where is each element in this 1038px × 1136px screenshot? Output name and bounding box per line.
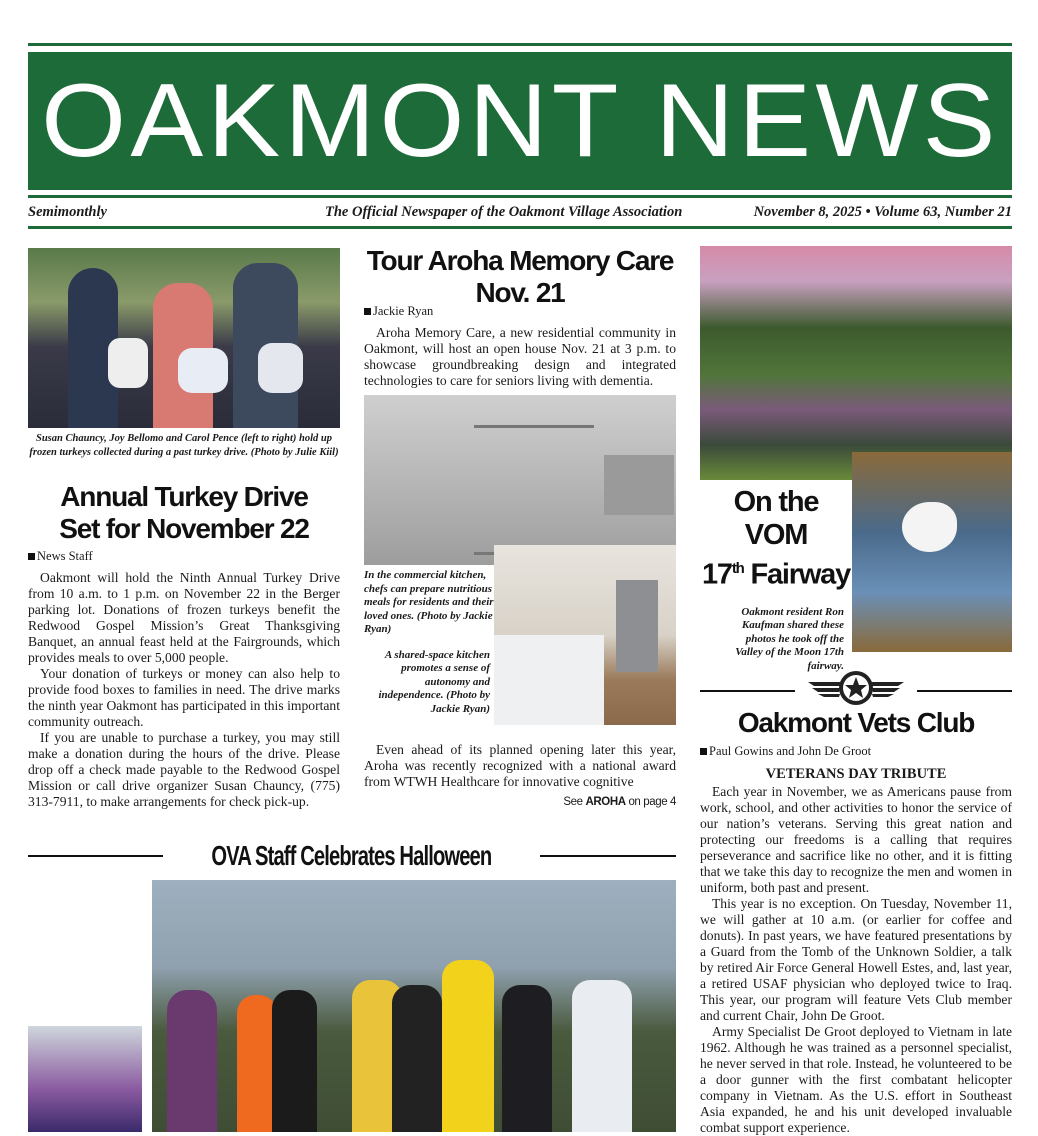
tagline-rule bbox=[28, 226, 1012, 229]
jump-suffix: on page 4 bbox=[628, 796, 676, 808]
section-rule bbox=[28, 855, 163, 857]
aroha-intro bbox=[364, 325, 676, 389]
headline-sup: th bbox=[731, 560, 744, 577]
headline-line: Annual Turkey Drive bbox=[60, 481, 308, 512]
headline-line bbox=[700, 552, 852, 592]
headline-number: 17 bbox=[701, 558, 732, 591]
section-rule bbox=[917, 690, 1012, 692]
headline-word: Fairway bbox=[750, 558, 851, 591]
vom-text-box bbox=[700, 480, 852, 672]
headline-line: Nov. 21 bbox=[475, 277, 565, 308]
masthead bbox=[28, 52, 1012, 190]
aroha-jump-link[interactable] bbox=[563, 796, 676, 808]
headline-line: Set for November 22 bbox=[59, 513, 309, 544]
turkey-article bbox=[28, 570, 340, 810]
headline-line: On the VOM bbox=[733, 486, 819, 551]
turkey-drive-photo bbox=[28, 248, 340, 428]
vom-headline bbox=[700, 486, 852, 592]
commercial-kitchen-caption: In the commercial kitchen, chefs can prepare nutritious meals for residents and their loved ones. (Photo by Jackie Ryan) bbox=[364, 569, 494, 635]
paragraph: This year is no exception. On Tuesday, November 11, we will gather at 10 a.m. (or earlier for coffee and donuts). In past years, we have featured presentations by a Guard from the Tomb of the Unknown Soldier, a talk by retired Air Force General Howell Estes, and, last year, a retired USAF physician who deployed twice to Iraq. This year, our program will feature Vets Club member and current Chair, John De Groot. bbox=[700, 896, 1012, 1023]
halloween-headline-text: OVA Staff Celebrates Halloween bbox=[211, 840, 491, 871]
paragraph: Oakmont will hold the Ninth Annual Turkey Drive from 10 a.m. to 1 p.m. on November 22 in the Berger parking lot. Donations of frozen turkeys benefit the Redwood Gospel Mission’s Great Thanksgiving Banquet, an annual feast held at the Fairgrounds, which provides meals to over 5,000 people. bbox=[28, 570, 340, 665]
vets-article bbox=[700, 784, 1012, 1136]
turkey-photo-caption: Susan Chauncy, Joy Bellomo and Carol Pence (left to right) hold up frozen turkeys collected during a past turkey drive. (Photo by Julie Kiil) bbox=[29, 433, 339, 458]
vets-headline: Oakmont Vets Club bbox=[737, 707, 975, 738]
turkey-byline: News Staff bbox=[28, 549, 93, 564]
shared-kitchen-caption: A shared-space kitchen promotes a sense of autonomy and independence. (Photo by Jackie Ryan) bbox=[378, 648, 490, 715]
top-rule bbox=[28, 43, 1012, 46]
vom-caption: Oakmont resident Ron Kaufman shared these photos he took off the Valley of the Moon 17th fairway. bbox=[735, 605, 844, 672]
paragraph: Your donation of turkeys or money can also help to provide food boxes to families in need. The drive marks the ninth year Oakmont has participated in this important community outreach. bbox=[28, 666, 340, 729]
vets-byline: Paul Gowins and John De Groot bbox=[700, 744, 871, 759]
jump-prefix: See bbox=[563, 796, 583, 808]
aroha-byline: Jackie Ryan bbox=[364, 304, 433, 319]
winged-star-icon bbox=[806, 668, 906, 708]
paragraph: Even ahead of its planned opening later this year, Aroha was recently recognized with a national award from WTWH Healthcare for innovative cognitive bbox=[364, 742, 676, 789]
masthead-rule bbox=[28, 195, 1012, 198]
butterfly-costume-photo bbox=[28, 1026, 142, 1132]
tagline: The Official Newspaper of the Oakmont Village Association bbox=[325, 204, 683, 220]
paragraph: Army Specialist De Groot deployed to Vietnam in late 1962. Although he was trained as a personnel specialist, he never served in that role. Instead, he volunteered to be a door gunner with the first combatant helicopter company in Vietnam. As the U.S. effort in Southeast Asia expanded, he and his unit developed invaluable combat support experience. bbox=[700, 1024, 1012, 1135]
shared-kitchen-photo bbox=[494, 545, 676, 725]
halloween-group-photo bbox=[152, 880, 676, 1132]
section-rule bbox=[540, 855, 676, 857]
turkey-headline bbox=[28, 481, 340, 545]
fairway-landscape-photo bbox=[700, 246, 1012, 480]
frequency: Semimonthly bbox=[28, 204, 107, 220]
aroha-headline bbox=[364, 245, 676, 309]
issue-info: November 8, 2025 • Volume 63, Number 21 bbox=[753, 204, 1012, 220]
paragraph: Aroha Memory Care, a new residential community in Oakmont, will host an open house Nov. 21 at 3 p.m. to showcase groundbreaking design and integrated technologies to care for seniors living with dementia. bbox=[364, 325, 676, 388]
aroha-body bbox=[364, 742, 676, 790]
paragraph: Each year in November, we as Americans pause from work, school, and other activities to honor the service of our nation’s veterans. Serving this great nation and protecting our freedoms is a calling that requires perseverance and sacrifice like no other, and it is fitting that we take this day to recognize the men and women in uniform, both past and present. bbox=[700, 784, 1012, 895]
headline-line: Tour Aroha Memory Care bbox=[366, 245, 674, 276]
paragraph: If you are unable to purchase a turkey, you may still make a donation during the hours of the drive. Please drop off a check made payable to the Redwood Gospel Mission or call drive organizer Susan Chauncy, (775) 313-7911, to make arrangements for check pick-up. bbox=[28, 730, 340, 809]
vets-subhead: VETERANS DAY TRIBUTE bbox=[765, 766, 947, 782]
section-rule bbox=[700, 690, 795, 692]
caption-box bbox=[364, 565, 494, 725]
egret-photo bbox=[852, 452, 1012, 652]
jump-key: AROHA bbox=[585, 796, 626, 808]
masthead-title: OAKMONT NEWS bbox=[40, 62, 1000, 179]
halloween-headline bbox=[164, 840, 538, 872]
